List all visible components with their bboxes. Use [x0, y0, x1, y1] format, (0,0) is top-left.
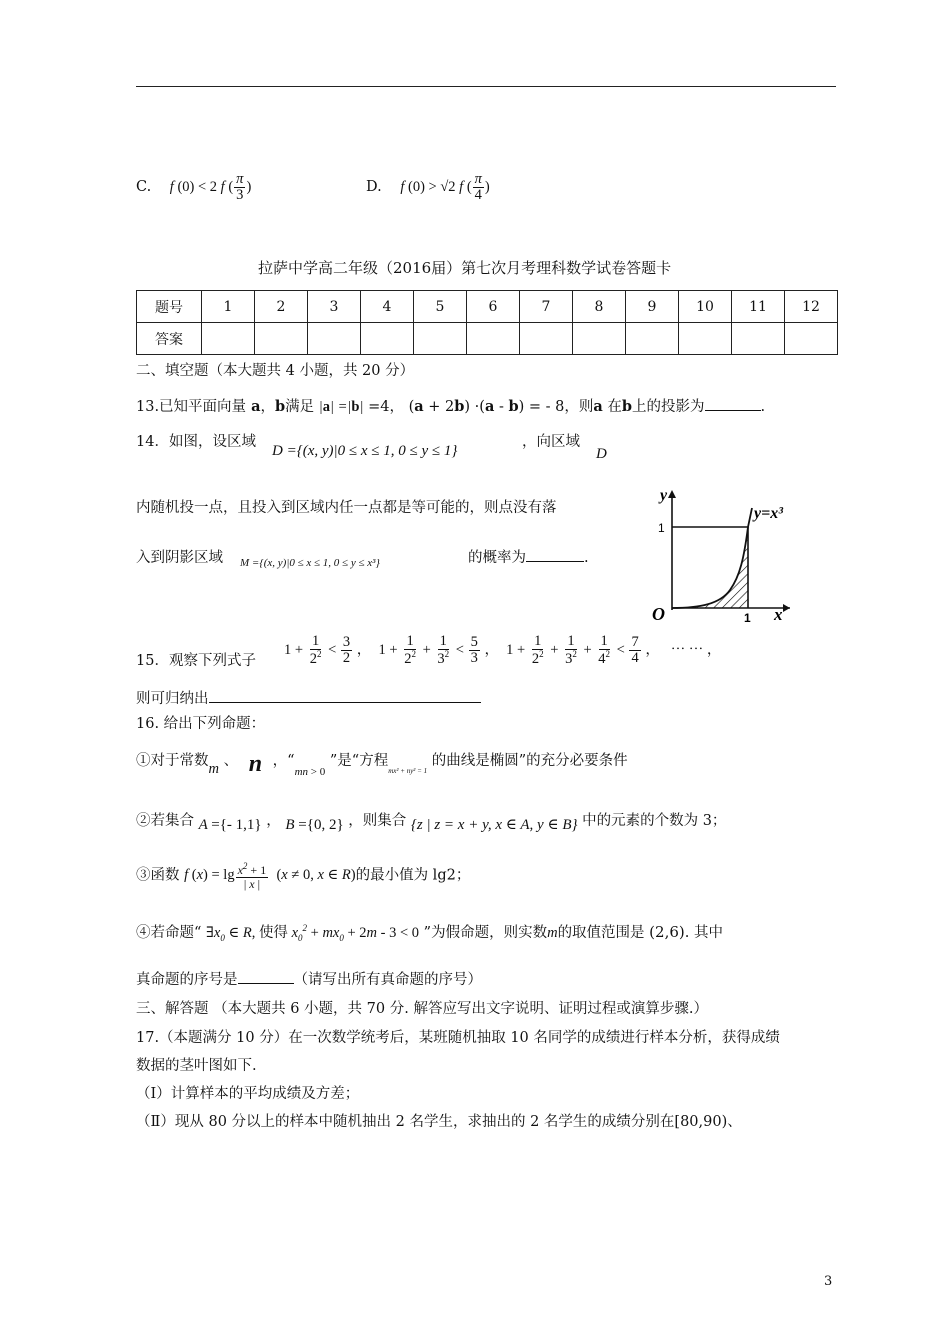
question-number: 4 [361, 291, 414, 323]
q14-prefix: 14．如图，设区域 [136, 434, 256, 450]
question-number: 6 [467, 291, 520, 323]
q16-text: ”是“方程 [329, 753, 389, 769]
section-3-heading: 三、解答题 （本大题共 6 小题，共 70 分. 解答应写出文字说明、证明过程或演算步骤.） [136, 1001, 709, 1017]
question-number: 7 [520, 291, 573, 323]
question-13: 13.已知平面向量 a，b满足 |a| =|b| =4， (a + 2b) ·(a - b) = - 8，则a 在b上的投影为 . [136, 398, 766, 415]
question-number: 2 [255, 291, 308, 323]
answer-cell[interactable] [520, 323, 573, 355]
q14-d: D [596, 446, 607, 462]
q14-line3-suffix [468, 546, 589, 567]
x-axis-label: x [774, 605, 783, 622]
q16-text: ④若命题“ [136, 925, 202, 941]
answer-cell[interactable] [361, 323, 414, 355]
q16-tail [136, 968, 482, 989]
q17-line1: 17.（本题满分 10 分）在一次数学统考后，某班随机抽取 10 名同学的成绩进行样本分析，获得成绩 [136, 1030, 780, 1046]
q16-text: ”为假命题，则实数 [423, 925, 548, 941]
q13-text: 在 [607, 399, 622, 415]
q16-text: ， [266, 813, 281, 829]
answer-cell[interactable] [308, 323, 361, 355]
q13-text: 上的投影为 [632, 399, 705, 415]
answer-cell[interactable] [414, 323, 467, 355]
row-label-number: 题号 [137, 291, 202, 323]
answer-table-row-numbers [137, 291, 838, 323]
question-number: 5 [414, 291, 467, 323]
q17-interval: [80,90) [674, 1114, 728, 1130]
q16-text: 的取值范围是 [557, 925, 645, 941]
answer-cell[interactable] [679, 323, 732, 355]
q16-text: 、 [223, 753, 239, 769]
q17-text: 、 [727, 1114, 742, 1130]
q16-prop-2: ②若集合 A ={- 1,1} ， B ={0, 2} ，则集合 {z | z = x + y, x ∈ A, y ∈ B} 中的元素的个数为 3； [136, 813, 727, 833]
q16-text: . 其中 [684, 925, 723, 941]
answer-blank[interactable] [526, 561, 584, 562]
q14-region-m: M ={(x, y)|0 ≤ x ≤ 1, 0 ≤ y ≤ x³} [240, 557, 380, 569]
y-axis-arrow [668, 490, 676, 498]
q16-prop-4: ④若命题“ $\exists x_0$ ∈ R, 使得 $x_0^2 + mx_0 + 2m - 3 < 0$ ”为假命题，则实数m的取值范围是 (2,6). 其中 [136, 923, 723, 943]
answer-cell[interactable] [626, 323, 679, 355]
q14-toward: ，向区域 [522, 434, 580, 450]
q16-text: ，“ [272, 753, 295, 769]
q13-text: . [760, 399, 766, 415]
answer-cell[interactable] [255, 323, 308, 355]
q13-text: 13.已知平面向量 [136, 399, 247, 415]
answer-table [136, 290, 838, 355]
q16-text: ③函数 [136, 867, 180, 884]
q13-text: 满足 [285, 399, 315, 415]
q16-prop-3: ③函数 f (x) = lg $\frac{x^2 + 1}{| x |}$ (x ≠ 0, x ∈ R)的最小值为 lg2； [136, 861, 471, 891]
x-tick-1: 1 [744, 611, 751, 622]
question-number: 9 [626, 291, 679, 323]
q14-text: 的概率为 [468, 550, 526, 566]
q14-line3-prefix: 入到阴影区域 [136, 550, 223, 566]
q16-text: ①对于常数 [136, 753, 209, 769]
answer-blank[interactable] [238, 983, 294, 984]
q16-text: ②若集合 [136, 813, 194, 829]
option-d-label: D. [366, 179, 382, 196]
answer-cell[interactable] [785, 323, 838, 355]
q15-formulas: 1 + $\frac{1}{2^2}$ < $\frac{3}{2}$ ， 1 + $\frac{1}{2^2}$ + $\frac{1}{3^2}$ < $\frac{5}{3}$ ， 1 + $\frac{1}{2^2}$ + $\frac{1}{3^2}$ + $\frac{1}{4^2}$ < $\frac{7}{4}$ ， ⋯ ⋯ ， [284, 633, 722, 668]
q13-text: =4， [368, 399, 404, 415]
q16-m: m [547, 925, 558, 941]
question-number: 8 [573, 291, 626, 323]
q17-part1: （Ⅰ）计算样本的平均成绩及方差； [136, 1086, 360, 1102]
origin-label: O [652, 604, 665, 622]
y-tick-1: 1 [658, 521, 665, 535]
q14-graph [640, 486, 800, 622]
q15-dots: ⋯ ⋯ ， [670, 641, 722, 658]
question-number: 3 [308, 291, 361, 323]
answer-table-row-answers [137, 323, 838, 355]
q14-region-d: D ={(x, y)|0 ≤ x ≤ 1, 0 ≤ y ≤ 1} [272, 443, 458, 459]
question-number: 11 [732, 291, 785, 323]
curve-label: y=x³ [754, 505, 784, 522]
q17-part2 [136, 1110, 742, 1131]
q17-line2: 数据的茎叶图如下. [136, 1058, 257, 1074]
header-rule [136, 86, 836, 87]
q13-text: ，则 [564, 399, 594, 415]
answer-blank[interactable] [209, 702, 481, 703]
q16-prop-1: ①对于常数m 、 n ，“$_{mn > 0}$ ”是“方程$_{mx^2 + ny^2 = 1}$ 的曲线是椭圆”的充分必要条件 [136, 751, 628, 778]
q16-text: ，则集合 [348, 813, 407, 829]
option-c-label: C. [136, 179, 152, 196]
question-number: 10 [679, 291, 732, 323]
answer-card-title: 拉萨中学高二年级（2016届）第七次月考理科数学试卷答题卡 [258, 259, 672, 277]
answer-blank[interactable] [705, 410, 761, 411]
answer-cell[interactable] [573, 323, 626, 355]
question-number: 1 [202, 291, 255, 323]
x-axis-arrow [783, 604, 790, 612]
q17-text: （Ⅱ）现从 80 分以上的样本中随机抽出 2 名学生，求抽出的 2 名学生的成绩分别在 [136, 1114, 675, 1130]
question-number: 12 [785, 291, 838, 323]
q16-text: 真命题的序号是 [136, 972, 238, 988]
page-number: 3 [824, 1274, 833, 1289]
answer-cell[interactable] [467, 323, 520, 355]
q16-text: 的最小值为 lg2； [355, 867, 471, 884]
option-c: C. f (0) < 2 f ( $\frac{\pi}{3}$ ) [136, 171, 252, 204]
answer-cell[interactable] [732, 323, 785, 355]
q15-text: 则可归纳出 [136, 691, 209, 707]
q16-prefix: 16. 给出下列命题： [136, 716, 266, 732]
q16-text: 中的元素的个数为 3； [582, 813, 727, 829]
q14-text: . [584, 550, 589, 566]
q15-prefix: 15．观察下列式子 [136, 653, 256, 669]
shaded-region [672, 527, 748, 608]
y-axis-label: y [660, 487, 668, 504]
row-label-answer: 答案 [137, 323, 202, 355]
q16-text: 的曲线是椭圆”的充分必要条件 [431, 753, 628, 769]
q16-text: （请写出所有真命题的序号） [293, 972, 482, 988]
q14-line2: 内随机投一点，且投入到区域内任一点都是等可能的，则点没有落 [136, 500, 557, 516]
q15-line2 [136, 687, 481, 708]
answer-cell[interactable] [202, 323, 255, 355]
option-d: D. f (0) > √2 f ( $\frac{\pi}{4}$ ) [366, 171, 490, 204]
section-2-heading: 二、填空题（本大题共 4 小题，共 20 分） [136, 363, 415, 379]
